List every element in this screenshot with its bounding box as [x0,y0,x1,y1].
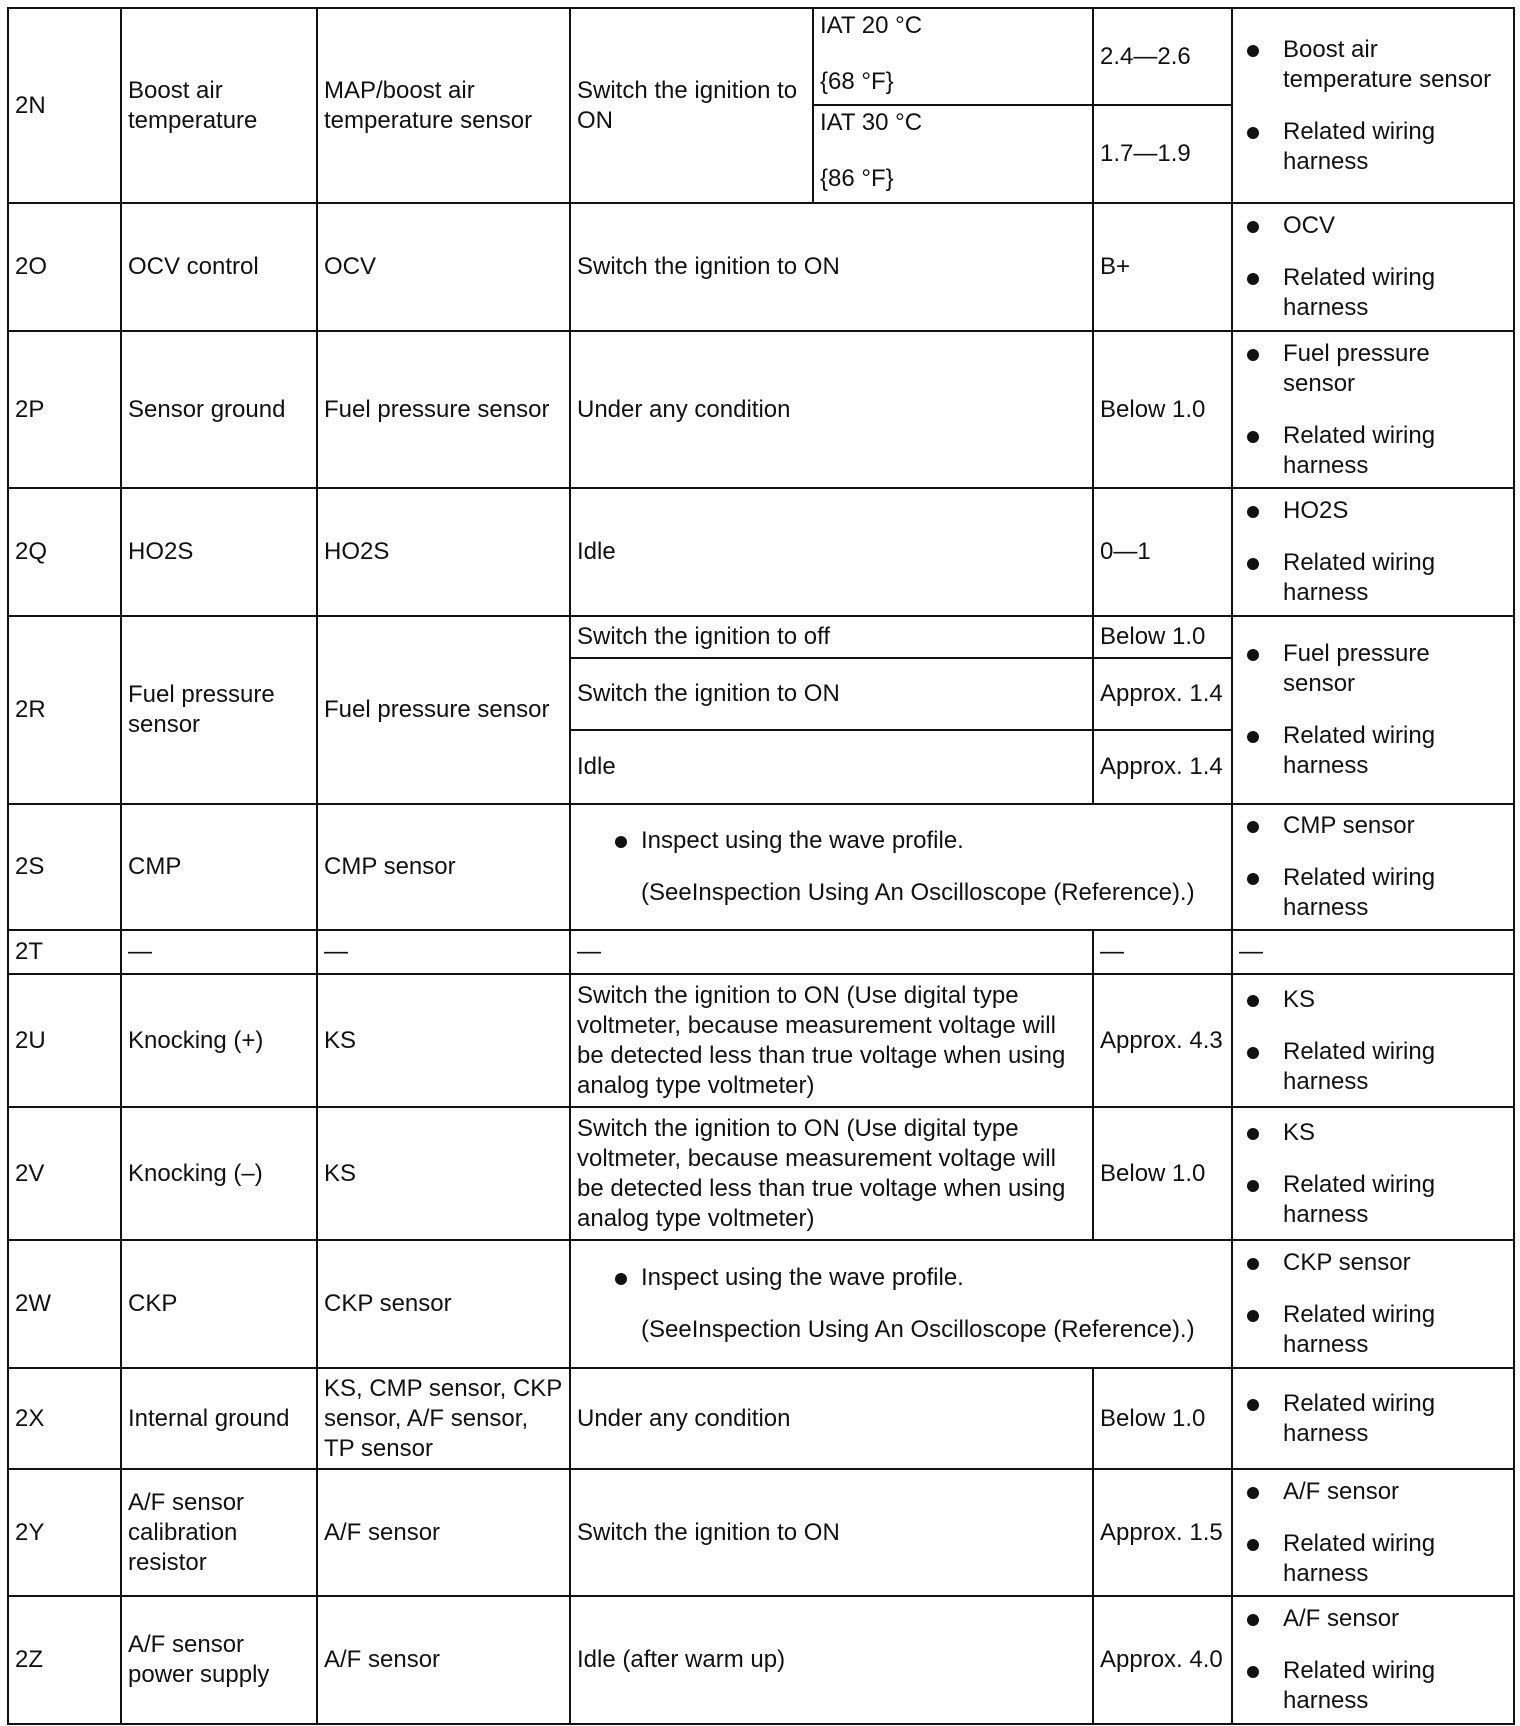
wave-profile-list [577,826,1225,856]
inspection-list [1239,1477,1507,1589]
terminal-cell: 2V [8,1107,121,1240]
iat-fahrenheit: {68 °F} [820,68,894,95]
oscilloscope-reference-link[interactable]: (SeeInspection Using An Oscilloscope (Reference).) [641,879,1195,906]
condition-cell: Switch the ignition to ON (Use digital type voltmeter, because measurement voltage will be detected less than true voltage when using analog type voltmeter) [570,974,1093,1107]
item-cell: KS, CMP sensor, CKP sensor, A/F sensor, TP sensor [317,1368,570,1469]
inspection-cell [1232,331,1514,488]
inspection-cell [1232,616,1514,804]
voltage-cell: 0—1 [1093,488,1232,616]
inspection-list [1239,1604,1507,1716]
voltage-cell: Below 1.0 [1093,1368,1232,1469]
terminal-cell: 2P [8,331,121,488]
voltage-cell: Approx. 1.5 [1093,1469,1232,1596]
connected-to-cell: Knocking (+) [121,974,317,1107]
inspection-list [1239,339,1507,481]
item-cell: Fuel pressure sensor [317,331,570,488]
connected-to-cell: A/F sensor calibration resistor [121,1469,317,1596]
list-item: Fuel pressure sensor [1239,639,1507,699]
list-item: Related wiring harness [1239,1037,1507,1097]
table-row [8,616,1514,658]
voltage-cell: Below 1.0 [1093,331,1232,488]
inspection-cell [1232,488,1514,616]
table-row [8,488,1514,616]
table-row [8,1469,1514,1596]
terminal-cell: 2Q [8,488,121,616]
inspection-list [1239,1389,1507,1449]
condition-cell: Under any condition [570,331,1093,488]
inspection-list [1239,639,1507,781]
condition-cell: Switch the ignition to ON [570,203,1093,331]
item-cell: A/F sensor [317,1596,570,1724]
voltage-cell: Approx. 1.4 [1093,658,1232,730]
connected-to-cell: A/F sensor power supply [121,1596,317,1724]
condition-cell: Switch the ignition to ON [570,8,813,203]
connected-to-cell: Knocking (–) [121,1107,317,1240]
wave-profile-list [577,1263,1225,1293]
condition-cell: Idle [570,730,1093,804]
list-item: HO2S [1239,496,1507,526]
sub-condition-cell [813,105,1093,203]
terminal-voltage-table [7,7,1515,1725]
connected-to-cell: Boost air temperature [121,8,317,203]
connected-to-cell: Sensor ground [121,331,317,488]
item-cell: MAP/boost air temperature sensor [317,8,570,203]
terminal-cell: 2W [8,1240,121,1368]
list-item: KS [1239,985,1507,1015]
item-cell: Fuel pressure sensor [317,616,570,804]
condition-cell: Switch the ignition to ON [570,1469,1093,1596]
connected-to-cell: — [121,930,317,974]
connected-to-cell: OCV control [121,203,317,331]
inspection-list [1239,211,1507,323]
connected-to-cell: CMP [121,804,317,930]
table-row [8,804,1514,930]
list-item: Inspect using the wave profile. [607,826,1225,856]
voltage-cell: Below 1.0 [1093,1107,1232,1240]
list-item: Related wiring harness [1239,1529,1507,1589]
inspection-cell: — [1232,930,1514,974]
item-cell: KS [317,974,570,1107]
voltage-cell: Approx. 4.3 [1093,974,1232,1107]
table-row [8,1107,1514,1240]
voltage-cell: 2.4—2.6 [1093,8,1232,105]
connected-to-cell: HO2S [121,488,317,616]
inspection-cell [1232,203,1514,331]
terminal-cell: 2S [8,804,121,930]
table-row [8,203,1514,331]
terminal-cell: 2Y [8,1469,121,1596]
list-item: CMP sensor [1239,811,1507,841]
inspection-cell [1232,1368,1514,1469]
inspection-cell [1232,974,1514,1107]
voltage-cell: Below 1.0 [1093,616,1232,658]
voltage-cell: 1.7—1.9 [1093,105,1232,203]
item-cell: HO2S [317,488,570,616]
list-item: Related wiring harness [1239,263,1507,323]
inspection-cell [1232,1240,1514,1368]
terminal-cell: 2X [8,1368,121,1469]
item-cell: CKP sensor [317,1240,570,1368]
list-item: Related wiring harness [1239,1656,1507,1716]
table-row [8,331,1514,488]
iat-celsius: IAT 20 °C [820,12,923,39]
condition-cell: Under any condition [570,1368,1093,1469]
list-item: Related wiring harness [1239,117,1507,177]
list-item: Related wiring harness [1239,721,1507,781]
condition-cell: Switch the ignition to off [570,616,1093,658]
table-row [8,1368,1514,1469]
oscilloscope-reference-link[interactable]: (SeeInspection Using An Oscilloscope (Reference).) [641,1316,1195,1343]
sub-condition-cell [813,8,1093,105]
item-cell: CMP sensor [317,804,570,930]
list-item: Related wiring harness [1239,1300,1507,1360]
terminal-cell: 2O [8,203,121,331]
condition-cell: Switch the ignition to ON (Use digital type voltmeter, because measurement voltage will be detected less than true voltage when using analog type voltmeter) [570,1107,1093,1240]
wave-profile-cell [570,1240,1232,1368]
table-row [8,8,1514,105]
list-item: Related wiring harness [1239,421,1507,481]
table-row [8,974,1514,1107]
list-item: OCV [1239,211,1507,241]
list-item: Fuel pressure sensor [1239,339,1507,399]
item-cell: KS [317,1107,570,1240]
terminal-cell: 2U [8,974,121,1107]
list-item: Related wiring harness [1239,1170,1507,1230]
list-item: Related wiring harness [1239,1389,1507,1449]
voltage-cell: B+ [1093,203,1232,331]
inspection-list [1239,985,1507,1097]
list-item: KS [1239,1118,1507,1148]
table-row [8,1596,1514,1724]
table-row [8,930,1514,974]
voltage-cell: — [1093,930,1232,974]
condition-cell: Idle (after warm up) [570,1596,1093,1724]
list-item: A/F sensor [1239,1477,1507,1507]
terminal-cell: 2T [8,930,121,974]
condition-cell: Idle [570,488,1093,616]
list-item: Related wiring harness [1239,863,1507,923]
inspection-cell [1232,1107,1514,1240]
inspection-cell [1232,804,1514,930]
table-row [8,1240,1514,1368]
iat-fahrenheit: {86 °F} [820,165,894,192]
inspection-cell [1232,1596,1514,1724]
list-item: Related wiring harness [1239,548,1507,608]
item-cell: A/F sensor [317,1469,570,1596]
voltage-cell: Approx. 1.4 [1093,730,1232,804]
terminal-cell: 2R [8,616,121,804]
condition-cell: Switch the ignition to ON [570,658,1093,730]
list-item: CKP sensor [1239,1248,1507,1278]
voltage-cell: Approx. 4.0 [1093,1596,1232,1724]
inspection-list [1239,1118,1507,1230]
item-cell: — [317,930,570,974]
inspection-list [1239,1248,1507,1360]
inspection-list [1239,35,1507,177]
list-item: Boost air temperature sensor [1239,35,1507,95]
connected-to-cell: Internal ground [121,1368,317,1469]
inspection-list [1239,496,1507,608]
wave-profile-cell [570,804,1232,930]
inspection-list [1239,811,1507,923]
inspection-cell [1232,1469,1514,1596]
inspection-cell [1232,8,1514,203]
terminal-cell: 2N [8,8,121,203]
list-item: Inspect using the wave profile. [607,1263,1225,1293]
connected-to-cell: CKP [121,1240,317,1368]
connected-to-cell: Fuel pressure sensor [121,616,317,804]
terminal-cell: 2Z [8,1596,121,1724]
item-cell: OCV [317,203,570,331]
iat-celsius: IAT 30 °C [820,109,923,136]
list-item: A/F sensor [1239,1604,1507,1634]
condition-cell: — [570,930,1093,974]
